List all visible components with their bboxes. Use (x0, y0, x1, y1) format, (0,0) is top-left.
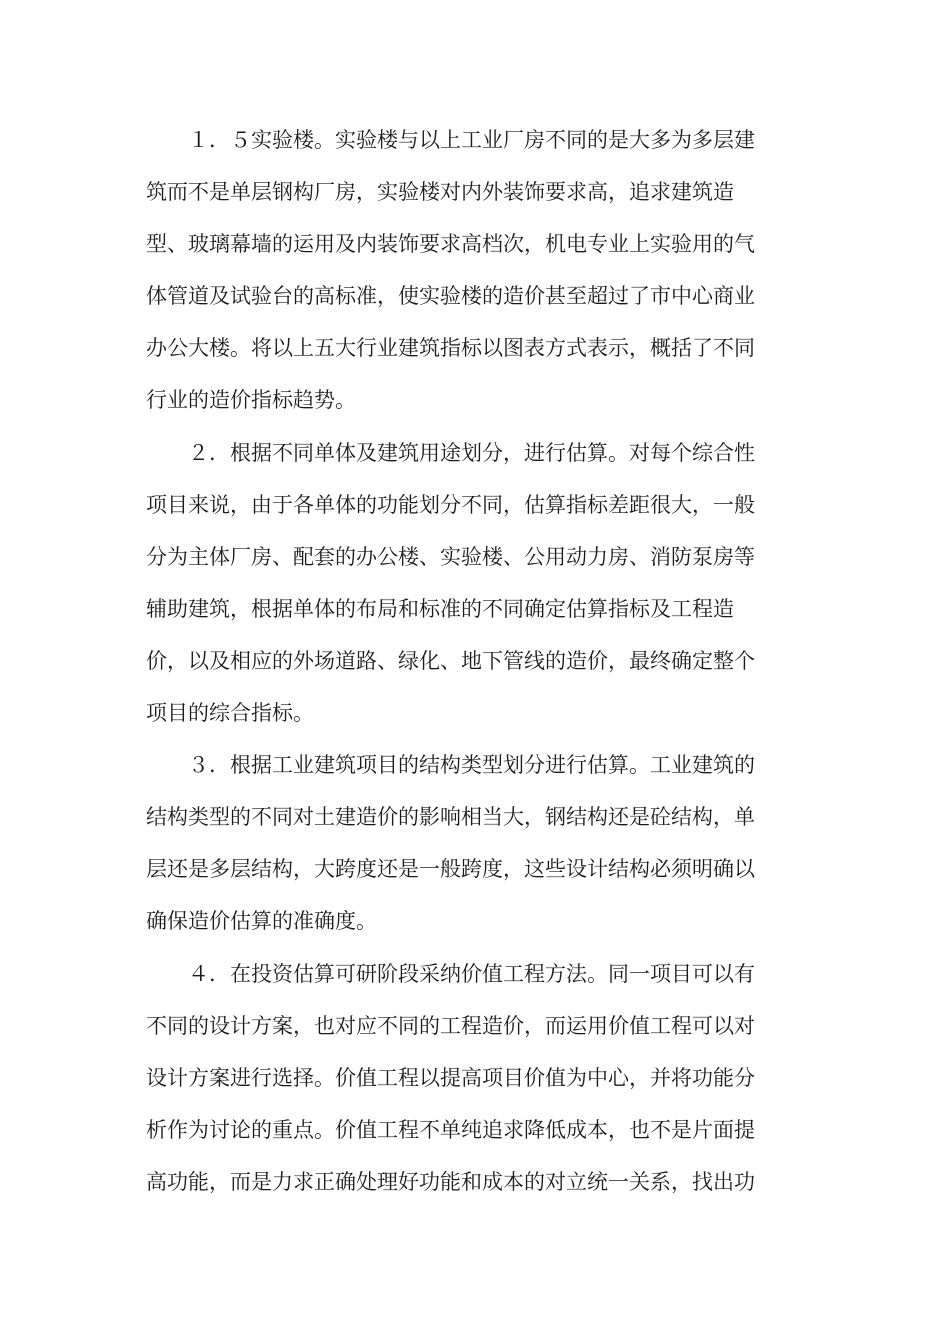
text-line: 不同的设计方案，也对应不同的工程造价，而运用价值工程可以对 (146, 1013, 755, 1038)
text-line: 项目来说，由于各单体的功能划分不同，估算指标差距很大，一般 (146, 492, 755, 517)
text-line: 高功能，而是力求正确处理好功能和成本的对立统一关系，找出功 (146, 1169, 755, 1194)
paragraph-3-structure-type (146, 739, 798, 947)
text-line: １．５实验楼。实验楼与以上工业厂房不同的是大多为多层建 (188, 128, 755, 152)
paragraph-4-value-engineering (146, 948, 798, 1208)
text-line: 析作为讨论的重点。价值工程不单纯追求降低成本，也不是片面提 (146, 1117, 755, 1142)
text-line: ３．根据工业建筑项目的结构类型划分进行估算。工业建筑的 (188, 753, 755, 778)
text-line: 分为主体厂房、配套的办公楼、实验楼、公用动力房、消防泵房等 (146, 544, 755, 569)
text-line: 辅助建筑，根据单体的布局和标准的不同确定估算指标及工程造 (146, 596, 734, 621)
text-line: 设计方案进行选择。价值工程以提高项目价值为中心，并将功能分 (146, 1065, 755, 1090)
text-line: ４．在投资估算可研阶段采纳价值工程方法。同一项目可以有 (188, 961, 755, 986)
text-line: 筑而不是单层钢构厂房，实验楼对内外装饰要求高，追求建筑造 (146, 180, 734, 205)
text-line: 结构类型的不同对土建造价的影响相当大，钢结构还是砼结构，单 (146, 805, 755, 830)
text-line: ２．根据不同单体及建筑用途划分，进行估算。对每个综合性 (188, 440, 755, 465)
paragraph-1-5-laboratory (146, 114, 798, 427)
text-line: 确保造价估算的准确度。 (146, 909, 377, 934)
document-body (146, 114, 798, 1208)
text-line: 层还是多层结构，大跨度还是一般跨度，这些设计结构必须明确以 (146, 857, 755, 882)
text-line: 项目的综合指标。 (146, 701, 314, 726)
text-line: 体管道及试验台的高标准，使实验楼的造价甚至超过了市中心商业 (146, 284, 755, 309)
text-line: 行业的造价指标趋势。 (146, 388, 356, 413)
paragraph-2-building-use (146, 427, 798, 740)
text-line: 型、玻璃幕墙的运用及内装饰要求高档次，机电专业上实验用的气 (146, 232, 755, 257)
text-line: 办公大楼。将以上五大行业建筑指标以图表方式表示，概括了不同 (146, 336, 755, 361)
text-line: 价，以及相应的外场道路、绿化、地下管线的造价，最终确定整个 (146, 648, 755, 673)
